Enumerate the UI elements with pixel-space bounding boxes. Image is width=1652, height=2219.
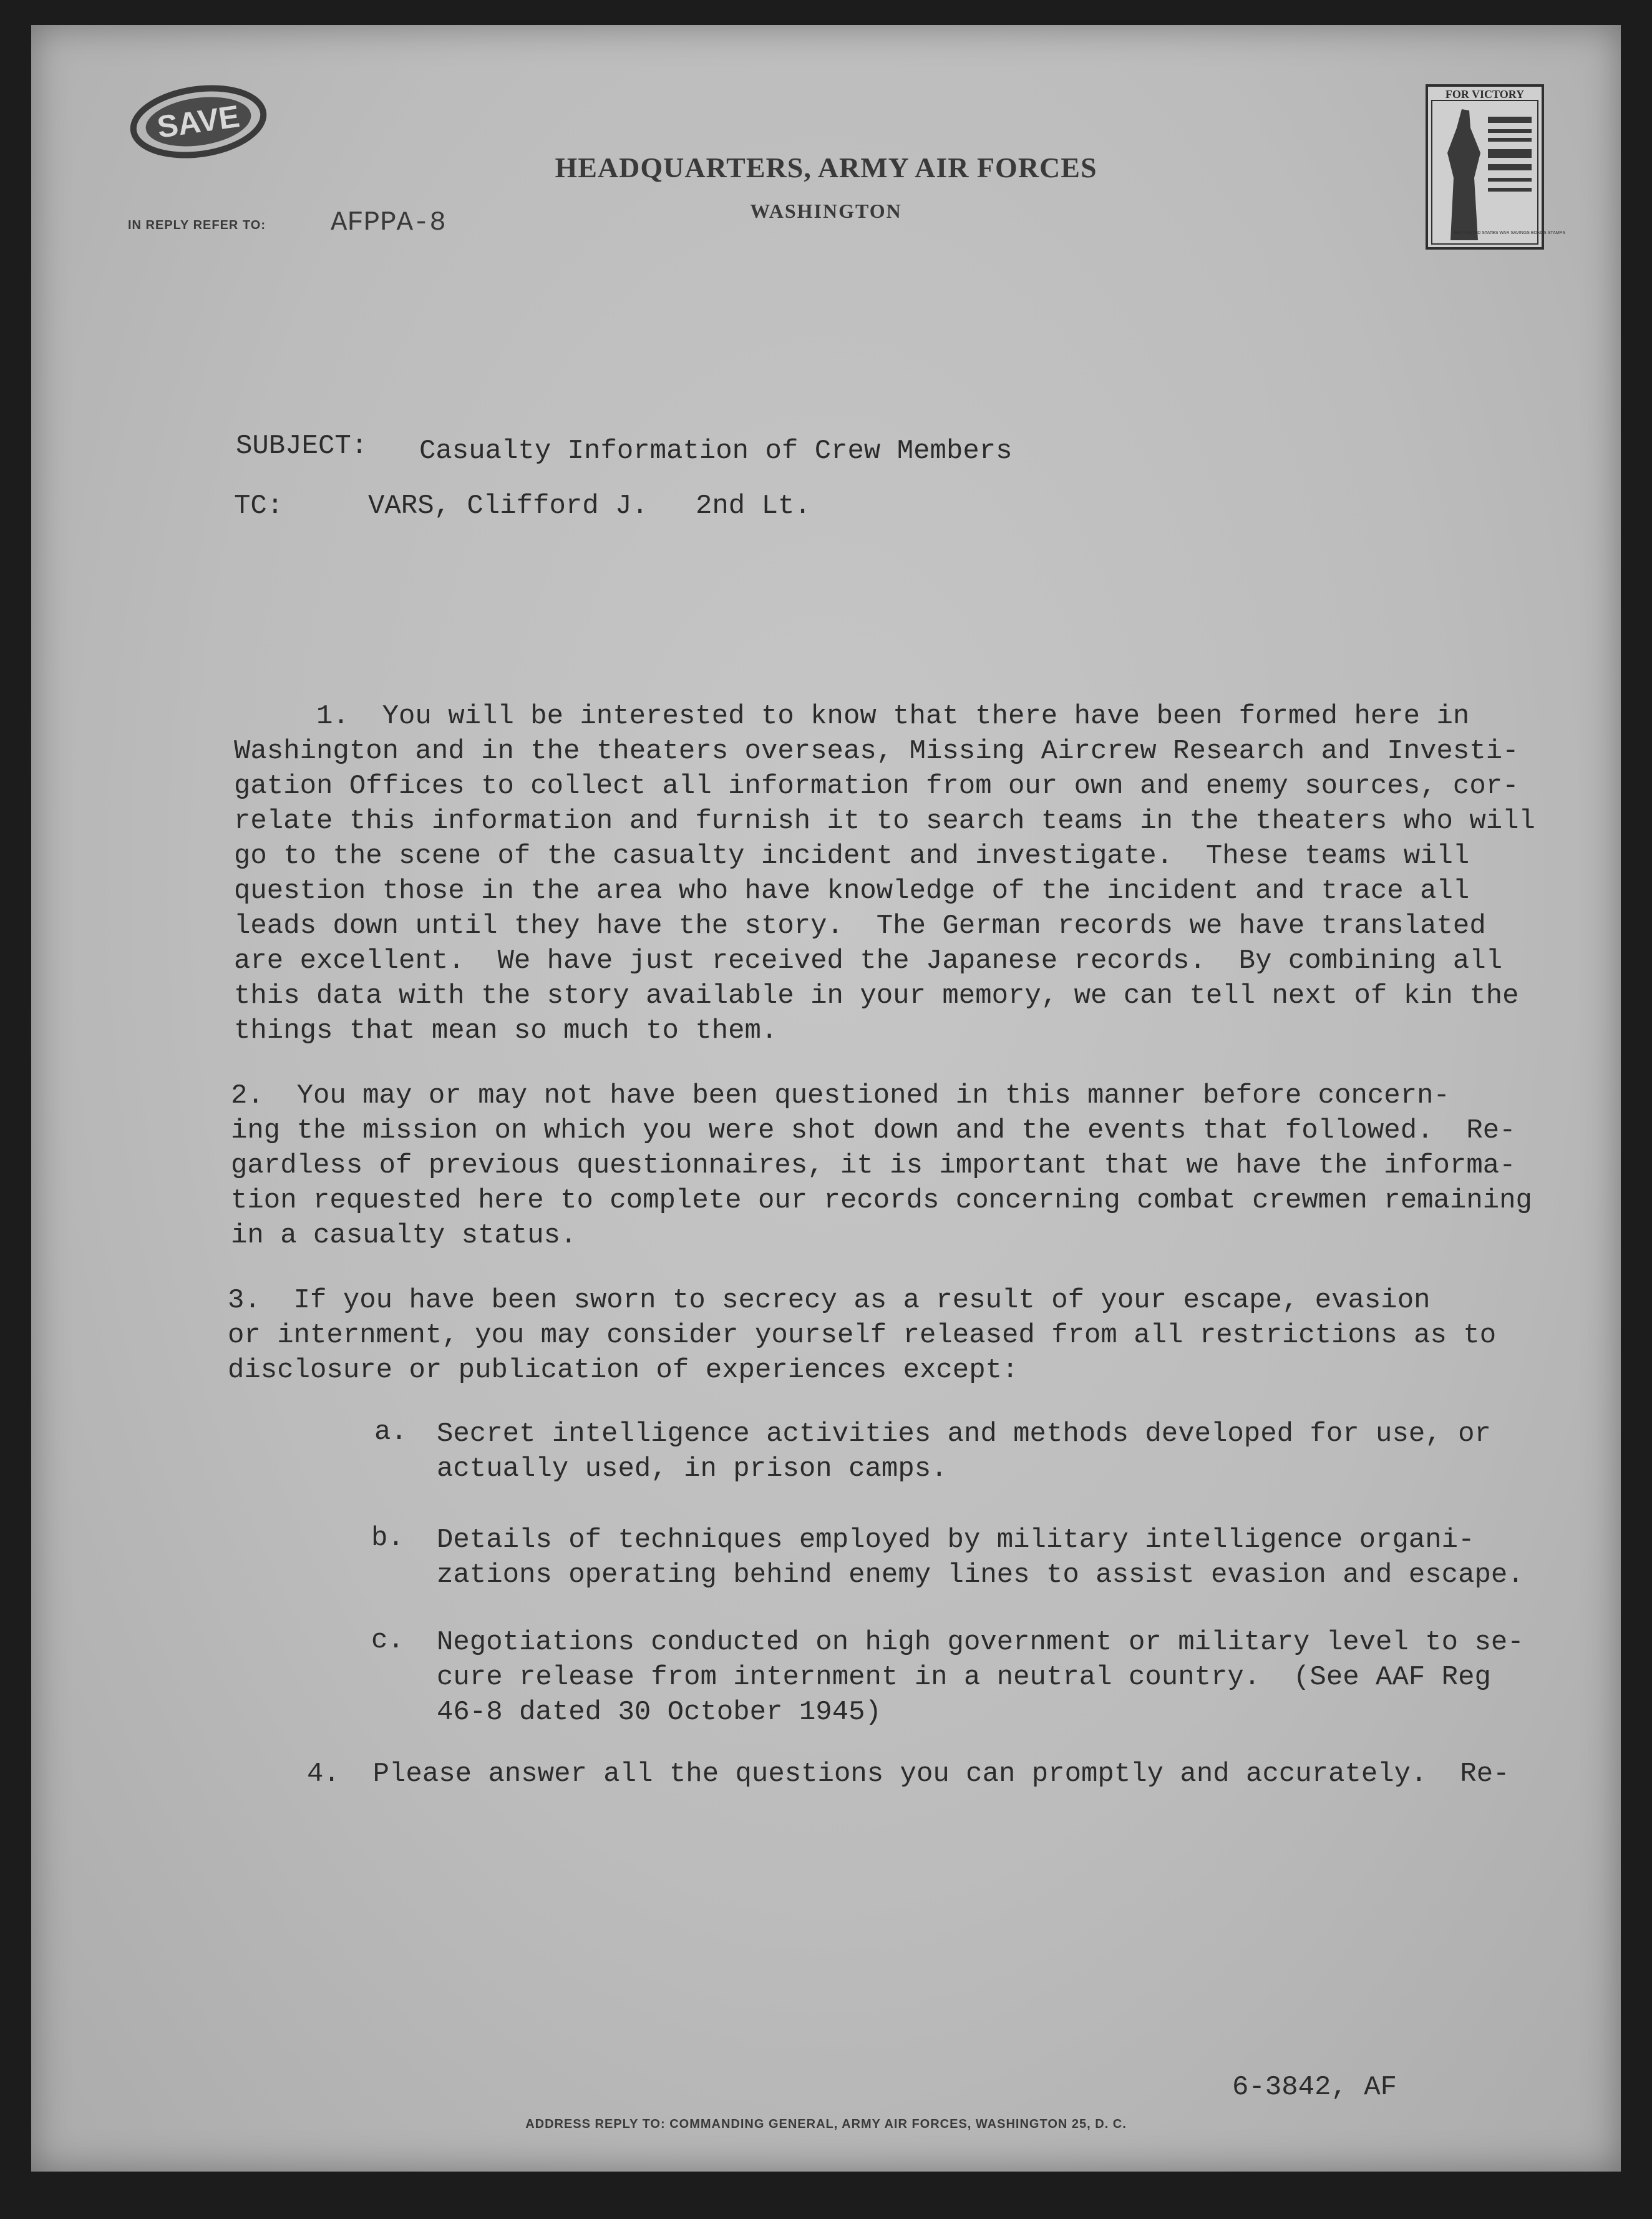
to-rank: 2nd Lt. [696, 490, 811, 522]
item-a-letter: a. [374, 1417, 407, 1448]
paragraph-1: 1. You will be interested to know that there have been formed here in Washington and in the theaters overseas, Missing Aircrew Research and Investi- gation Offices to collect all information from our own and enemy sources, cor- relate this information and furnish it to search teams in the theaters who will go to the scene of the casualty incident and investigate. These teams will question those in the area who have knowledge of the incident and trace all leads down until they have the story. The German records we have translated are excellent. We have just received the Japanese records. By combining all this data with the story available in your memory, we can tell next of kin the things that mean so much to them. [234, 701, 1535, 1046]
item-c-text: Negotiations conducted on high government or military level to se- cure release from internment in a neutral country. (See AAF Reg 46-8 dated 30 October 1945) [437, 1627, 1524, 1728]
to-label: TC: [234, 490, 284, 522]
save-logo-text: SAVE [155, 99, 242, 145]
form-number: 6-3842, AF [1232, 2072, 1397, 2103]
reply-refer-code: AFPPA-8 [331, 207, 446, 238]
save-logo [125, 81, 268, 162]
item-a-text: Secret intelligence activities and methods developed for use, or actually used, in prison camps. [437, 1418, 1491, 1485]
paragraph-4: 4. Please answer all the questions you can promptly and accurately. Re- [307, 1758, 1510, 1790]
letterhead-title: HEADQUARTERS, ARMY AIR FORCES [555, 152, 1097, 183]
item-c-letter: c. [371, 1625, 404, 1656]
reply-refer-label: IN REPLY REFER TO: [128, 218, 266, 232]
item-b-letter: b. [371, 1523, 404, 1554]
item-b-text: Details of techniques employed by military intelligence organi- zations operating behind enemy lines to assist evasion and escape. [437, 1524, 1524, 1591]
subject-label: SUBJECT: [236, 431, 368, 462]
poster-text: BUY UNITED STATES WAR SAVINGS BONDS STAMPS [1454, 231, 1566, 235]
subject-value: Casualty Information of Crew Members [419, 436, 1013, 467]
poster-top-text: FOR VICTORY [1445, 88, 1525, 100]
to-name: VARS, Clifford J. [368, 490, 648, 522]
address-reply-footer: ADDRESS REPLY TO: COMMANDING GENERAL, ARMY AIR FORCES, WASHINGTON 25, D. C. [525, 2117, 1127, 2131]
paragraph-3: 3. If you have been sworn to secrecy as a result of your escape, evasion or internment, you may consider yourself released from all restrictions as to disclosure or publication of experiences except: [228, 1285, 1497, 1386]
letterhead-subtitle: WASHINGTON [750, 200, 902, 222]
paragraph-2: 2. You may or may not have been questioned in this manner before concern- ing the mission on which you were shot down and the events that followed. Re- gardless of previous questionnaires, it is important that we have the informa- tion requested here to complete our records concerning combat crewmen remaining in a casualty status. [231, 1080, 1532, 1251]
